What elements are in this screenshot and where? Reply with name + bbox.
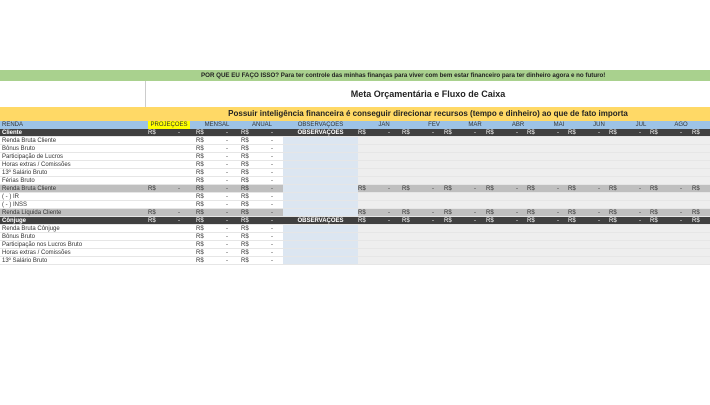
projecoes-value[interactable]: -	[178, 210, 180, 216]
anual-currency[interactable]: R$	[241, 194, 249, 200]
mensal-currency[interactable]: R$	[196, 218, 204, 224]
anual-currency[interactable]: R$	[241, 130, 249, 136]
month-0-value[interactable]: -	[388, 186, 390, 192]
mensal-value[interactable]: -	[226, 226, 228, 232]
projecoes-value[interactable]: -	[178, 130, 180, 136]
mensal-currency[interactable]: R$	[196, 234, 204, 240]
row-label[interactable]: Participação de Lucros	[2, 154, 64, 160]
month-2-value[interactable]: -	[474, 218, 476, 224]
projecoes-currency[interactable]: R$	[148, 130, 156, 136]
month-7-value[interactable]: -	[680, 210, 682, 216]
row-label[interactable]: Férias Bruto	[2, 178, 35, 184]
anual-value[interactable]: -	[271, 154, 273, 160]
month-4-currency[interactable]: R$	[527, 210, 535, 216]
header-month-abr[interactable]: ABR	[511, 122, 525, 128]
header-month-jun[interactable]: JUN	[593, 122, 605, 128]
header-month-jul[interactable]: JUL	[635, 122, 647, 128]
month-8-currency[interactable]: R$	[692, 130, 700, 136]
month-1-value[interactable]: -	[432, 186, 434, 192]
anual-currency[interactable]: R$	[241, 210, 249, 216]
month-0-currency[interactable]: R$	[358, 210, 366, 216]
mensal-value[interactable]: -	[226, 146, 228, 152]
month-4-value[interactable]: -	[557, 210, 559, 216]
month-6-value[interactable]: -	[639, 186, 641, 192]
month-6-currency[interactable]: R$	[609, 210, 617, 216]
month-7-currency[interactable]: R$	[650, 210, 658, 216]
mensal-value[interactable]: -	[226, 170, 228, 176]
month-3-currency[interactable]: R$	[486, 210, 494, 216]
month-2-currency[interactable]: R$	[444, 130, 452, 136]
row-label[interactable]: Bônus Bruto	[2, 146, 36, 152]
month-4-value[interactable]: -	[557, 218, 559, 224]
header-renda[interactable]: RENDA	[2, 122, 24, 128]
anual-currency[interactable]: R$	[241, 226, 249, 232]
row-label[interactable]: ( - ) INSS	[2, 202, 27, 208]
anual-value[interactable]: -	[271, 258, 273, 264]
month-6-value[interactable]: -	[639, 130, 641, 136]
anual-value[interactable]: -	[271, 178, 273, 184]
projecoes-value[interactable]: -	[178, 218, 180, 224]
anual-currency[interactable]: R$	[241, 250, 249, 256]
anual-value[interactable]: -	[271, 170, 273, 176]
mensal-currency[interactable]: R$	[196, 170, 204, 176]
row-label[interactable]: Bônus Bruto	[2, 234, 36, 240]
mensal-value[interactable]: -	[226, 194, 228, 200]
month-2-currency[interactable]: R$	[444, 210, 452, 216]
month-7-currency[interactable]: R$	[650, 186, 658, 192]
header-month-jan[interactable]: JAN	[378, 122, 390, 128]
month-7-value[interactable]: -	[680, 130, 682, 136]
page-title[interactable]: Meta Orçamentária e Fluxo de Caixa	[350, 89, 506, 99]
month-5-currency[interactable]: R$	[568, 210, 576, 216]
anual-currency[interactable]: R$	[241, 234, 249, 240]
anual-currency[interactable]: R$	[241, 154, 249, 160]
mensal-value[interactable]: -	[226, 210, 228, 216]
mensal-value[interactable]: -	[226, 258, 228, 264]
projecoes-currency[interactable]: R$	[148, 186, 156, 192]
header-month-mai[interactable]: MAI	[553, 122, 565, 128]
anual-value[interactable]: -	[271, 186, 273, 192]
month-1-currency[interactable]: R$	[402, 210, 410, 216]
month-3-value[interactable]: -	[516, 130, 518, 136]
anual-currency[interactable]: R$	[241, 186, 249, 192]
month-6-value[interactable]: -	[639, 210, 641, 216]
row-label[interactable]: Cônjuge	[2, 218, 26, 224]
anual-currency[interactable]: R$	[241, 146, 249, 152]
mensal-currency[interactable]: R$	[196, 194, 204, 200]
mensal-currency[interactable]: R$	[196, 202, 204, 208]
month-6-value[interactable]: -	[639, 218, 641, 224]
month-3-value[interactable]: -	[516, 210, 518, 216]
month-0-value[interactable]: -	[388, 218, 390, 224]
mensal-value[interactable]: -	[226, 234, 228, 240]
month-1-value[interactable]: -	[432, 218, 434, 224]
header-month-ago[interactable]: AGO	[674, 122, 688, 128]
month-5-currency[interactable]: R$	[568, 186, 576, 192]
month-3-currency[interactable]: R$	[486, 186, 494, 192]
projecoes-currency[interactable]: R$	[148, 218, 156, 224]
header-projecoes[interactable]: PROJEÇÕES	[148, 121, 190, 129]
month-1-currency[interactable]: R$	[402, 186, 410, 192]
header-month-fev[interactable]: FEV	[428, 122, 440, 128]
observacoes-header[interactable]: OBSERVAÇÕES	[297, 130, 344, 136]
mensal-value[interactable]: -	[226, 162, 228, 168]
row-label[interactable]: Horas extras / Comissões	[2, 162, 71, 168]
month-6-currency[interactable]: R$	[609, 218, 617, 224]
subtitle-row	[0, 107, 710, 121]
month-7-currency[interactable]: R$	[650, 218, 658, 224]
row-label[interactable]: Renda Bruta Cliente	[2, 186, 57, 192]
anual-value[interactable]: -	[271, 162, 273, 168]
anual-currency[interactable]: R$	[241, 162, 249, 168]
anual-currency[interactable]: R$	[241, 138, 249, 144]
mensal-value[interactable]: -	[226, 186, 228, 192]
mensal-currency[interactable]: R$	[196, 138, 204, 144]
anual-value[interactable]: -	[271, 138, 273, 144]
month-5-currency[interactable]: R$	[568, 218, 576, 224]
mensal-currency[interactable]: R$	[196, 242, 204, 248]
month-6-currency[interactable]: R$	[609, 130, 617, 136]
row-label[interactable]: Participação nos Lucros Bruto	[2, 242, 83, 248]
month-5-value[interactable]: -	[598, 186, 600, 192]
subtitle[interactable]: Possuir inteligência financeira é conseguir direcionar recursos (tempo e dinheiro) ao que de fato importa	[228, 109, 628, 118]
month-8-currency[interactable]: R$	[692, 210, 700, 216]
header-anual[interactable]: ANUAL	[251, 122, 272, 128]
month-5-currency[interactable]: R$	[568, 130, 576, 136]
row-label[interactable]: Renda Bruta Cliente	[2, 138, 57, 144]
header-mensal[interactable]: MENSAL	[204, 122, 230, 128]
spreadsheet	[0, 70, 710, 282]
month-3-value[interactable]: -	[516, 186, 518, 192]
row-label[interactable]: 13º Salário Bruto	[2, 170, 48, 176]
month-4-value[interactable]: -	[557, 186, 559, 192]
month-4-currency[interactable]: R$	[527, 218, 535, 224]
anual-value[interactable]: -	[271, 234, 273, 240]
row-label[interactable]: Cliente	[2, 130, 23, 136]
anual-currency[interactable]: R$	[241, 242, 249, 248]
mensal-currency[interactable]: R$	[196, 162, 204, 168]
month-7-value[interactable]: -	[680, 218, 682, 224]
anual-value[interactable]: -	[271, 242, 273, 248]
header-observacoes[interactable]: OBSERVAÇÕES	[297, 122, 344, 128]
anual-currency[interactable]: R$	[241, 202, 249, 208]
banner-row	[0, 70, 710, 81]
anual-currency[interactable]: R$	[241, 258, 249, 264]
month-6-currency[interactable]: R$	[609, 186, 617, 192]
mensal-value[interactable]: -	[226, 130, 228, 136]
month-0-currency[interactable]: R$	[358, 218, 366, 224]
row-label[interactable]: Renda Líquida Cliente	[2, 210, 62, 216]
mensal-currency[interactable]: R$	[196, 226, 204, 232]
anual-currency[interactable]: R$	[241, 170, 249, 176]
mensal-currency[interactable]: R$	[196, 178, 204, 184]
month-5-value[interactable]: -	[598, 210, 600, 216]
month-2-currency[interactable]: R$	[444, 186, 452, 192]
mensal-currency[interactable]: R$	[196, 146, 204, 152]
mensal-value[interactable]: -	[226, 218, 228, 224]
mensal-value[interactable]: -	[226, 138, 228, 144]
anual-value[interactable]: -	[271, 226, 273, 232]
month-8-currency[interactable]: R$	[692, 218, 700, 224]
mensal-currency[interactable]: R$	[196, 186, 204, 192]
anual-value[interactable]: -	[271, 146, 273, 152]
anual-value[interactable]: -	[271, 250, 273, 256]
month-0-currency[interactable]: R$	[358, 186, 366, 192]
row-label[interactable]: Renda Bruta Cônjuge	[2, 226, 60, 232]
month-2-value[interactable]: -	[474, 130, 476, 136]
banner-left-cell[interactable]	[0, 70, 145, 81]
projecoes-value[interactable]: -	[178, 186, 180, 192]
month-2-value[interactable]: -	[474, 210, 476, 216]
month-7-currency[interactable]: R$	[650, 130, 658, 136]
month-2-value[interactable]: -	[474, 186, 476, 192]
mensal-currency[interactable]: R$	[196, 210, 204, 216]
mensal-value[interactable]: -	[226, 202, 228, 208]
month-8-currency[interactable]: R$	[692, 186, 700, 192]
anual-value[interactable]: -	[271, 218, 273, 224]
month-3-currency[interactable]: R$	[486, 218, 494, 224]
header-row	[0, 121, 710, 129]
month-7-value[interactable]: -	[680, 186, 682, 192]
title-row	[0, 81, 710, 107]
projecoes-currency[interactable]: R$	[148, 210, 156, 216]
banner-text[interactable]: POR QUE EU FAÇO ISSO? Para ter controle das minhas finanças para viver com bem estar financeiro para ter dinheiro agora e no futuro!	[145, 70, 710, 81]
month-4-currency[interactable]: R$	[527, 186, 535, 192]
mensal-value[interactable]: -	[226, 178, 228, 184]
month-3-value[interactable]: -	[516, 218, 518, 224]
anual-value[interactable]: -	[271, 130, 273, 136]
month-4-value[interactable]: -	[557, 130, 559, 136]
mensal-currency[interactable]: R$	[196, 258, 204, 264]
anual-value[interactable]: -	[271, 210, 273, 216]
month-4-currency[interactable]: R$	[527, 130, 535, 136]
anual-currency[interactable]: R$	[241, 178, 249, 184]
anual-value[interactable]: -	[271, 202, 273, 208]
row-label[interactable]: ( - ) IR	[2, 194, 19, 200]
mensal-value[interactable]: -	[226, 242, 228, 248]
mensal-currency[interactable]: R$	[196, 154, 204, 160]
month-0-currency[interactable]: R$	[358, 130, 366, 136]
month-5-value[interactable]: -	[598, 218, 600, 224]
observacoes-header[interactable]: OBSERVAÇÕES	[297, 218, 344, 224]
month-1-currency[interactable]: R$	[402, 218, 410, 224]
mensal-value[interactable]: -	[226, 154, 228, 160]
mensal-currency[interactable]: R$	[196, 130, 204, 136]
anual-value[interactable]: -	[271, 194, 273, 200]
row-label[interactable]: Horas extras / Comissões	[2, 250, 71, 256]
row-label[interactable]: 13º Salário Bruto	[2, 258, 48, 264]
month-2-currency[interactable]: R$	[444, 218, 452, 224]
month-1-value[interactable]: -	[432, 210, 434, 216]
month-1-currency[interactable]: R$	[402, 130, 410, 136]
month-0-value[interactable]: -	[388, 210, 390, 216]
header-month-mar[interactable]: MAR	[468, 122, 482, 128]
row-divider	[0, 264, 710, 265]
month-5-value[interactable]: -	[598, 130, 600, 136]
month-1-value[interactable]: -	[432, 130, 434, 136]
month-3-currency[interactable]: R$	[486, 130, 494, 136]
month-0-value[interactable]: -	[388, 130, 390, 136]
anual-currency[interactable]: R$	[241, 218, 249, 224]
mensal-value[interactable]: -	[226, 250, 228, 256]
mensal-currency[interactable]: R$	[196, 250, 204, 256]
